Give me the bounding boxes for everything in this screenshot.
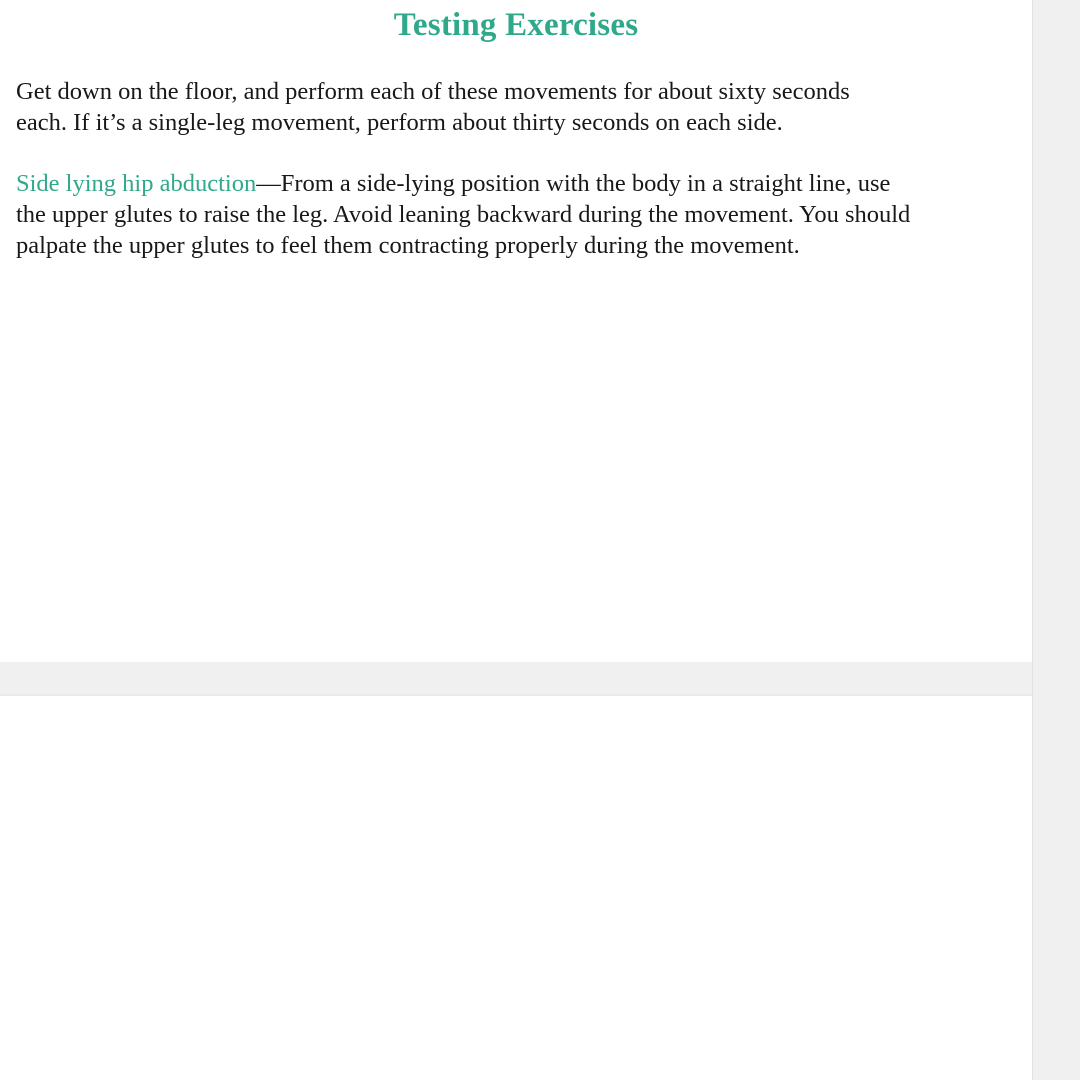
exercise-term: Side lying hip abduction: [16, 170, 257, 197]
intro-paragraph: Get down on the floor, and perform each of these movements for about sixty seconds each. If it’s a single-leg movement, perform about thirty seconds on each side.: [16, 78, 850, 136]
page-right-margin: [1032, 0, 1080, 1080]
exercise-description: —From a side-lying position with the body in a straight line, use the upper glutes to raise the leg. Avoid leaning backward during the movement. You should palpate the upper glutes to feel them contracting properly during the movement.: [16, 170, 911, 259]
page-panel-bottom: [0, 696, 1032, 1080]
page-gutter: [0, 662, 1032, 696]
page-title: Testing Exercises: [393, 7, 639, 43]
document-content: [0, 0, 1032, 261]
page-edge-divider: [1032, 0, 1033, 1080]
exercise-paragraph: [16, 168, 916, 261]
